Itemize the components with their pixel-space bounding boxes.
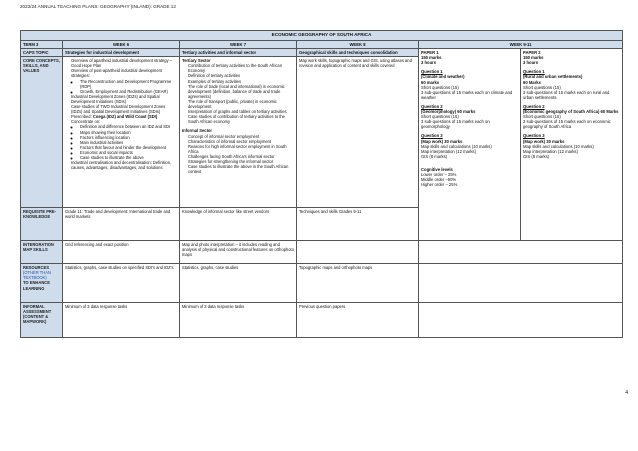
page-number: 4: [625, 390, 628, 396]
resources-week6: Statistics, graphs, case studies on specified SDI's and IDZ's: [63, 264, 180, 303]
integration-label: INTERGRATION MAP SKILLS: [21, 241, 63, 264]
concepts-label: CORE CONCEPTS, SKILLS, AND VALUES: [21, 57, 63, 208]
requisite-week7: Knowledge of informal sector like street vendors: [180, 208, 297, 241]
integration-week911: [419, 241, 623, 264]
integration-week6: Grid referencing and exact position: [63, 241, 180, 264]
week7-concepts: Tertiary Sector • Contribution of tertiary activities to the South African Economy • Definition of tertiary activities • Examples of tertiary activities • The role of trade (local and international) in economic development (definition, balance of trade and trade agreements) • The role of transport (public, private) in economic development • Interpretation of graphs and tables on tertiary activities • Case studies of contribution of tertiary activities to the South African economy Informal Sector • Concept of informal sector employment • Characteristics of informal sector employment • Reasons for high informal sector employment in South Africa • Challenges facing South Africa's informal sector • Strategies for strengthening the informal sector • Case studies to illustrate the above in the South African context: [180, 57, 297, 208]
integration-week8: [297, 241, 419, 264]
caps-week7: Tertiary activities and informal sector: [180, 49, 297, 57]
caps-topic-label: CAPS TOPIC: [21, 49, 63, 57]
week6-header: WEEK 6: [63, 41, 180, 49]
caps-week8: Geographical skills and techniques consolidation: [297, 49, 419, 57]
week8-concepts: Map work skills, topographic maps and GIS, using atlases and revision and application of content and skills covered: [297, 57, 419, 208]
requisite-week8: Techniques and skills Grades 9-11: [297, 208, 419, 241]
cognitive-levels-title: Cognitive levels: [421, 166, 453, 172]
resources-week7: Statistics, graphs, case studies: [180, 264, 297, 303]
assessment-label: INFORMAL ASSESSMENT (CONTENT & MAPWORK): [21, 303, 63, 338]
assessment-week6: Minimum of 3 data response tasks: [63, 303, 180, 338]
caps-week6: Strategies for industrial development: [63, 49, 180, 57]
assessment-week7: Minimum of 3 data response tasks: [180, 303, 297, 338]
week6-concepts: • Overview of apartheid industrial development strategy – Good Hope Plan • Overview of post-apartheid industrial development strategies: ◦ The Reconstruction and Development Programme (RDP) ◦ Growth, Employment and Redistribution (GEAR) • Industrial Development Zones (IDZs) and Spatial Development Initiatives (SDIs) Case studies of TWO Industrial Development Zones (IDZs) and Spatial Development Initiatives (SDIs) Prescribed: Coega (IDZ) and Wild Coast (SDI) Concentrate on: ◦ Definition and difference between an IDZ and SDI ◦ Maps showing their location ◦ Factors influencing location ◦ Main industrial activities ◦ Factors that favour and hinder the development ◦ Economic and social impacts ◦ Case studies to illustrate the above • Industrial centralisation and decentralisation: Definition, causes, advantages, disadvantages, and solutions: [63, 57, 180, 208]
paper1-cell: PAPER 1 150 marks 3 hours Question 1 (Climate and weather) 60 marks Short questions (15) 3 sub-questions of 15 marks each on climate and weather Question 2 (Geomorphology) 60 marks Short questions (15) 3 sub-questions of 15 marks each on geomorphology Question 3 (Map work) 30 marks Map skills and calculations (10 marks) Map interpretation (12 marks) GIS (8 marks) Cognitive levels Lower order – 25% Middle order –50% Higher order – 25%: [419, 49, 521, 241]
resources-label: RESOURCES (OTHER THAN TEXTBOOK) TO ENHANCE LEARNING: [21, 264, 63, 303]
assessment-week8: Previous question papers: [297, 303, 419, 338]
week8-header: WEEK 8: [297, 41, 419, 49]
requisite-label: REQUISITE PRE-KNOWLEDGE: [21, 208, 63, 241]
term-header: TERM 3: [21, 41, 63, 49]
assessment-week911: [419, 303, 623, 338]
table-title: ECONOMIC GEOGRAPHY OF SOUTH AFRICA: [21, 31, 623, 41]
teaching-plan-table: [20, 30, 623, 338]
requisite-week6: Grade 11: Trade and development: International trade and world markets: [63, 208, 180, 241]
resources-week8: Topographic maps and orthophoto maps: [297, 264, 419, 303]
week7-header: WEEK 7: [180, 41, 297, 49]
integration-week7: Map and photo interpretation – it includes reading and analysis of physical and constructional features on orthophoto maps: [180, 241, 297, 264]
resources-week911: [419, 264, 623, 303]
week911-header: WEEK 9-11: [419, 41, 623, 49]
document-header: 2023/24 ANNUAL TEACHING PLANS: GEOGRAPHY (INLAND): GRADE 12: [20, 4, 176, 9]
paper2-cell: PAPER 2 150 marks 3 hours Question 1 (Rural and urban settlements) 60 Marks Short questions (15) 3 sub-questions of 15 marks each on rural and urban settlements. Question 2 (Economic geography of South Africa) 60 Marks Short questions (15) 3 sub-questions of 15 marks each on economic geography of South Africa Question 3 (Map work) 30 marks Map skills and calculations (10 marks) Map interpretation (12 marks) GIS (8 marks): [521, 49, 623, 241]
